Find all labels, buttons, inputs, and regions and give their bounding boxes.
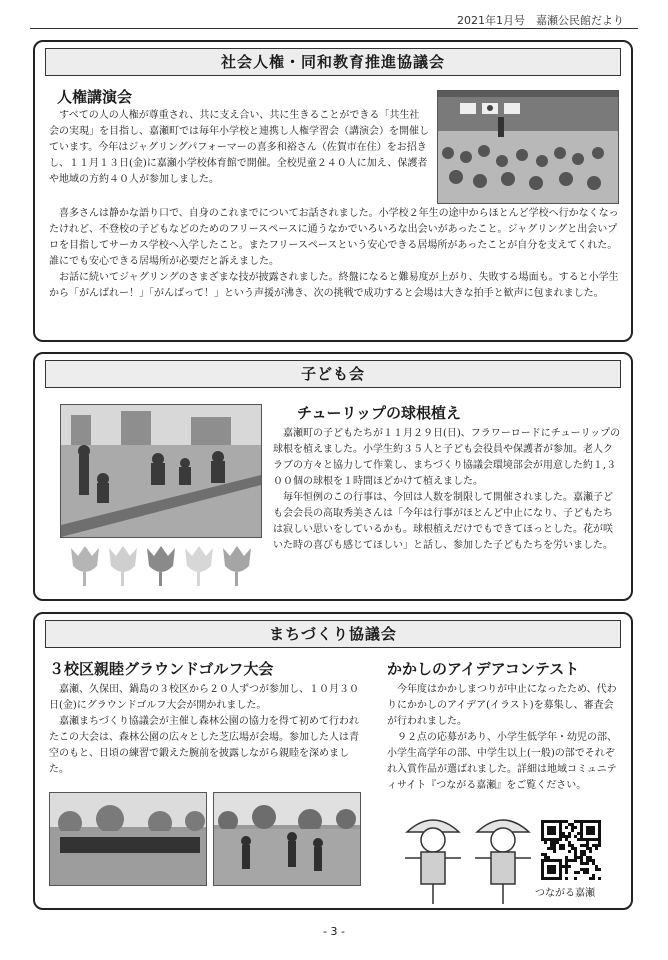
section-kodomo-kai	[33, 352, 633, 601]
tulip-planting-photo	[60, 404, 262, 538]
paragraph: すべての人の人権が尊重され、共に支え合い、共に生きることができる「共生社会の実現」を目指し、嘉瀬町では毎年小学校と連携し人権学習会（講演会）を開催しています。今年はジャグリングパフォーマーの喜多和裕さん（佐賀市在住）をお招きし、１１月１３日(金)に嘉瀬小学校体育館で開催。全校児童２４０人に加え、保護者や地域の方約４０人が参加しました。	[49, 110, 429, 185]
ground-golf-photo-art	[214, 793, 360, 885]
page-number: - 3 -	[323, 925, 345, 938]
section-title: まちづくり協議会	[45, 620, 621, 648]
tulip-icon	[109, 546, 137, 586]
tulip-icon	[71, 546, 99, 586]
paragraph: 嘉瀬まちづくり協議会が主催し森林公園の協力を得て初めて行われたこの大会は、森林公園の広々とした芝広場が会場。参加した人は青空のもと、日頃の練習で鍛えた腕前を披露しながら親睦を深めました。	[49, 716, 359, 775]
scarecrow-illustration	[393, 808, 543, 906]
qr-code[interactable]	[541, 820, 601, 880]
lecture-photo	[437, 90, 619, 204]
tulip-icon	[223, 546, 251, 586]
paragraph: 嘉瀬町の子どもたちが１１月２９日(日)、フラワーロードにチューリップの球根を植えました。小学生約３５人と子ども会役員や保護者が参加。老人クラブの方々と協力して作業し、まちづくり協議会環境部会が用意した約１,３００個の球根を１時間ほどかけて植えました。	[273, 428, 621, 487]
article-subtitle: かかしのアイデアコンテスト	[387, 660, 580, 678]
article-subtitle: チューリップの球根植え	[297, 404, 461, 422]
tulip-planting-photo-art	[61, 405, 261, 537]
section-title: 子ども会	[45, 360, 621, 388]
section-human-rights	[33, 40, 633, 342]
paragraph: 嘉瀬、久保田、鍋島の３校区から２０人ずつが参加し、１０月３０日(金)にグラウンドゴルフ大会が開かれました。	[49, 684, 359, 711]
paragraph: 今年度はかかしまつりが中止になったため、代わりにかかしのアイデア(イラスト)を募集し、審査会が行われました。	[387, 684, 617, 727]
section-machizukuri	[33, 612, 633, 910]
paragraph: ９２点の応募があり、小学生低学年・幼児の部、小学生高学年の部、中学生以上(一般)の部でそれぞれ入賞作品が選ばれました。詳細は地域コミュニティサイト『つながる嘉瀬』をご覧ください。	[387, 732, 617, 791]
tulip-icon	[147, 546, 175, 586]
tulip-icon	[185, 546, 213, 586]
ground-golf-photo-art	[50, 793, 206, 885]
section-title: 社会人権・同和教育推進協議会	[45, 48, 621, 76]
paragraph: 喜多さんは静かな語り口で、自身のこれまでについてお話されました。小学校２年生の途中からほとんど学校へ行かなくなったけれど、不登校の子どもなどのためのフリースペースに通うなかでいろいろな出会いがあったこと。ジャグリングと出会いプロを目指してサーカス学校へ入学したこと。またフリースペースという安心できる居場所があったことが自分を支えてくれた。誰にでも安心できる居場所が必要だと訴えました。	[49, 208, 619, 267]
paragraph: お話に続いてジャグリングのさまざまな技が披露されました。終盤になると難易度が上がり、失敗する場面も。すると小学生から「がんばれー！」「がんばって！」という声援が沸き、次の挑戦で成功すると会場は大きな拍手と歓声に包まれました。	[49, 272, 619, 299]
qr-caption: つながる嘉瀬	[535, 888, 595, 899]
article-subtitle: 人権講演会	[57, 88, 133, 106]
tulip-illustration	[65, 544, 260, 590]
lecture-photo-art	[438, 91, 618, 203]
ground-golf-photo-1	[49, 792, 207, 886]
article-subtitle: ３校区親睦グラウンドゴルフ大会	[49, 660, 274, 678]
issue-header: 2021年1月号 嘉瀬公民館だより	[457, 14, 624, 27]
header-rule	[30, 28, 638, 29]
ground-golf-photo-2	[213, 792, 361, 886]
paragraph: 毎年恒例のこの行事は、今回は人数を制限して開催されました。嘉瀬子ども会会長の高取秀美さんは「今年は行事がほとんど中止になり、子どもたちは寂しい思いをしているかも。球根植えだけでもできてほっとした。花が咲いた時の喜びも感じてほしい」と話し、参加した子どもたちを労いました。	[273, 492, 613, 551]
